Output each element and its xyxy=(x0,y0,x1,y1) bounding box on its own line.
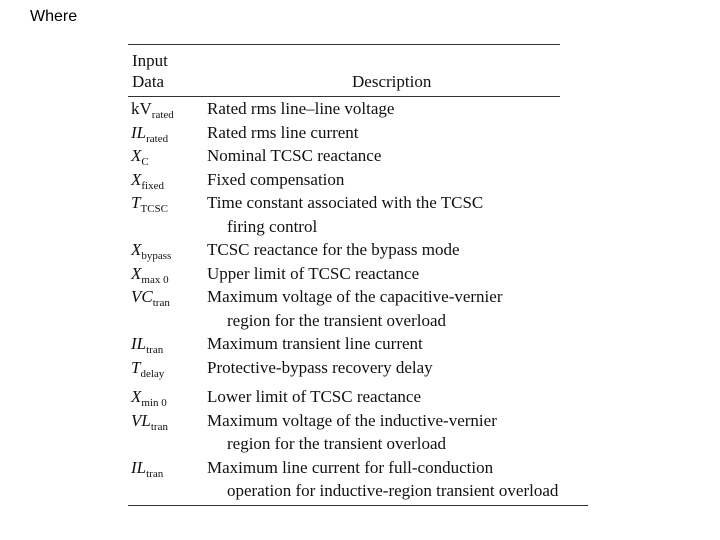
symbol-subscript: tran xyxy=(146,344,164,356)
symbol-main: VL xyxy=(131,410,151,430)
symbol-subscript: delay xyxy=(140,367,165,380)
row-symbol xyxy=(128,238,207,262)
row-symbol xyxy=(128,385,207,409)
symbol-main: X xyxy=(131,263,142,283)
row-symbol xyxy=(128,144,207,168)
row-symbol xyxy=(128,97,207,121)
symbol-subscript: TCSC xyxy=(140,203,168,215)
description-line: Maximum transient line current xyxy=(207,334,423,353)
row-description xyxy=(207,238,588,262)
row-description xyxy=(207,121,588,145)
table-bottom-rule xyxy=(128,505,588,506)
row-symbol xyxy=(128,121,207,145)
description-line: Maximum line current for full-conduction xyxy=(207,457,494,477)
symbol-subscript: fixed xyxy=(141,179,164,192)
table-row xyxy=(128,97,588,121)
symbol-subscript: max 0 xyxy=(141,273,169,286)
table-header xyxy=(128,45,588,94)
row-description xyxy=(207,262,588,286)
header-description-label: Description xyxy=(352,72,432,91)
row-description xyxy=(207,191,588,238)
symbol-subscript: rated xyxy=(146,132,169,145)
symbol-main: kV xyxy=(131,99,152,118)
row-symbol xyxy=(128,356,207,380)
symbol-subscript: bypass xyxy=(141,250,172,262)
description-continuation: region for the transient overload xyxy=(227,434,447,453)
description-continuation: firing control xyxy=(227,216,318,236)
header-data-label: Data xyxy=(132,72,165,91)
description-line: Rated rms line current xyxy=(207,122,359,142)
table-row xyxy=(128,356,588,380)
symbol-subscript: tran xyxy=(152,297,170,309)
row-symbol xyxy=(128,191,207,238)
symbol-main: IL xyxy=(131,457,147,477)
description-line: Maximum voltage of the inductive-vernier xyxy=(207,410,497,430)
description-line: Upper limit of TCSC reactance xyxy=(207,263,420,283)
row-description xyxy=(207,456,588,503)
row-symbol xyxy=(128,409,207,456)
row-symbol xyxy=(128,168,207,192)
symbol-subscript: min 0 xyxy=(141,397,167,409)
table-row xyxy=(128,121,588,145)
row-description xyxy=(207,168,588,192)
description-line: Lower limit of TCSC reactance xyxy=(207,387,422,406)
symbol-main: X xyxy=(131,240,142,259)
table-row xyxy=(128,456,588,503)
input-data-table xyxy=(128,44,588,506)
symbol-subscript: tran xyxy=(146,467,164,480)
table-row xyxy=(128,332,588,356)
description-line: Fixed compensation xyxy=(207,169,345,189)
symbol-main: T xyxy=(131,357,141,377)
row-description xyxy=(207,285,588,332)
row-symbol xyxy=(128,262,207,286)
description-continuation: operation for inductive-region transient overload xyxy=(227,481,559,500)
row-symbol xyxy=(128,332,207,356)
header-input-label: Input xyxy=(132,51,168,70)
row-symbol xyxy=(128,285,207,332)
row-description xyxy=(207,356,588,380)
description-line: Maximum voltage of the capacitive-vernier xyxy=(207,287,503,306)
table-row xyxy=(128,409,588,456)
row-description xyxy=(207,97,588,121)
where-heading: Where xyxy=(30,8,78,25)
description-line: Time constant associated with the TCSC xyxy=(207,193,484,212)
symbol-main: IL xyxy=(131,334,147,353)
symbol-main: X xyxy=(131,387,142,406)
symbol-main: X xyxy=(131,146,142,165)
description-line: TCSC reactance for the bypass mode xyxy=(207,240,460,259)
symbol-subscript: tran xyxy=(150,420,168,433)
table-row xyxy=(128,385,588,409)
table-row xyxy=(128,238,588,262)
table-row xyxy=(128,285,588,332)
symbol-subscript: C xyxy=(141,156,149,168)
symbol-main: X xyxy=(131,169,142,189)
row-description xyxy=(207,385,588,409)
symbol-main: VC xyxy=(131,287,153,306)
row-description xyxy=(207,332,588,356)
description-continuation: region for the transient overload xyxy=(227,310,447,330)
table-row xyxy=(128,262,588,286)
description-line: Rated rms line–line voltage xyxy=(207,99,395,118)
row-description xyxy=(207,409,588,456)
table-row xyxy=(128,144,588,168)
symbol-main: IL xyxy=(131,122,147,142)
symbol-main: T xyxy=(131,193,141,212)
row-description xyxy=(207,144,588,168)
description-line: Nominal TCSC reactance xyxy=(207,146,382,165)
description-line: Protective-bypass recovery delay xyxy=(207,357,433,377)
table-row xyxy=(128,168,588,192)
table-body xyxy=(128,97,588,503)
symbol-subscript: rated xyxy=(151,109,174,121)
row-symbol xyxy=(128,456,207,503)
table-row xyxy=(128,191,588,238)
